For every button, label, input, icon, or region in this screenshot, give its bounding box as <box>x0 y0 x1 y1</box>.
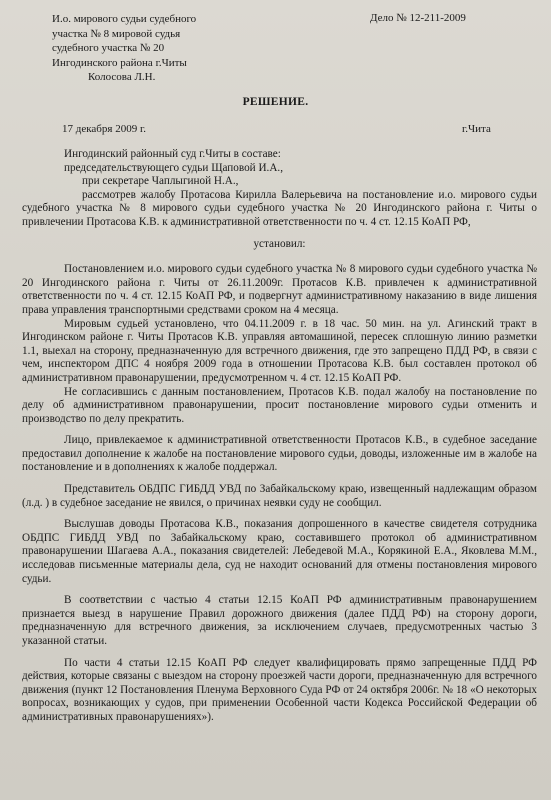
intro-considered: рассмотрев жалобу Протасова Кирилла Валерьевича на постановление и.о. мирового судьи судебного участка № 8 мирового судьи судебного участка № 20 Ингодинского района г. Читы о привлечении Протасова К.В. к административной ответственности по ч. 4 ст. 12.15 КоАП РФ, <box>22 188 537 228</box>
judge-name: Колосова Л.Н. <box>88 71 156 83</box>
paragraph: В соответствии с частью 4 статьи 12.15 КоАП РФ административным правонарушением признается выезд в нарушение Правил дорожного движения (далее ПДД РФ) на сторону дороги, предназначенную для встречного движения, за исключением случаев, предусмотренных частью 3 указанной статьи. <box>22 594 537 647</box>
paragraph: Не согласившись с данным постановлением, Протасов К.В. подал жалобу на постановление по делу об административном правонарушении, просит постановление мирового судьи отменить и производство по делу прекратить. <box>22 385 537 425</box>
decision-city: г.Чита <box>462 123 491 135</box>
intro-secretary: при секретаре Чаплыгиной Н.А., <box>82 175 239 188</box>
court-line: И.о. мирового судьи судебного <box>52 13 197 25</box>
paragraph: Постановлением и.о. мирового судьи судебного участка № 8 мирового судьи судебного участка № 20 Ингодинского района г. Читы от 26.11.2009г. Протасов К.В. привлечен к административной ответственности по ч. 4 ст. 12.15 КоАП РФ, и подвергнут административному наказанию в виде лишения права управления транспортными средствами сроком на 4 месяца. <box>22 263 537 316</box>
decision-date: 17 декабря 2009 г. <box>62 123 146 135</box>
paragraph: Мировым судьей установлено, что 04.11.2009 г. в 18 час. 50 мин. на ул. Агинский тракт в Ингодинском районе г. Читы Протасов К.В. управляя автомашиной, пересек сплошную линию разметки 1.1, выехал на сторону, предназначенную для встречного движения, где это запрещено ПДД РФ, в связи с чем, инспектором ДПС 4 ноября 2009 года в отношении Протасова К.В. был составлен протокол об административном правонарушении, предусмотренном ч. 4 ст. 12.15 КоАП РФ. <box>22 317 537 384</box>
intro-court: Ингодинский районный суд г.Читы в составе: <box>64 148 281 160</box>
paragraph: Лицо, привлекаемое к административной ответственности Протасов К.В., в судебное заседание предоставил дополнение к жалобе на постановление мирового судьи, доводы, изложенные им в жалобе на постановление и в дополнениях к жалобе поддержал. <box>22 434 537 474</box>
document-title: РЕШЕНИЕ. <box>242 96 309 108</box>
court-line: судебного участка № 20 <box>52 42 165 54</box>
paragraph: Выслушав доводы Протасова К.В., показания допрошенного в качестве свидетеля сотрудника ОБДПС ГИБДД УВД по Забайкальскому краю, составившего протокол об административном правонарушении Шагаева А.А., показания свидетелей: Лебедевой М.А., Корякиной Е.А., Яковлева М.М., исследовав письменные материалы дела, суд не находит оснований для отмены постановления мирового судьи. <box>22 518 537 585</box>
intro-judge: председательствующего судьи Щаповой И.А., <box>64 161 284 174</box>
court-header <box>52 12 196 85</box>
paragraph: По части 4 статьи 12.15 КоАП РФ следует квалифицировать прямо запрещенные ПДД РФ действия, которые связаны с выездом на сторону проезжей части дороги, предназначенную для встречного движения (пункт 12 Постановления Пленума Верховного Суда РФ от 24 октября 2006г. № 18 «О некоторых вопросах, возникающих у судов, при применении Особенной части Кодекса Российской Федерации об административных правонарушениях»). <box>22 656 537 723</box>
court-line: Ингодинского района г.Читы <box>52 56 187 69</box>
paragraph: Представитель ОБДПС ГИБДД УВД по Забайкальскому краю, извещенный надлежащим образом (л.д. ) в судебное заседание не явился, о причинах неявки суду не сообщил. <box>22 483 537 509</box>
case-number: Дело № 12-211-2009 <box>370 12 466 24</box>
court-line: участка № 8 мировой судья <box>52 27 181 40</box>
established-heading: установил: <box>253 237 306 250</box>
document-body <box>22 148 537 725</box>
